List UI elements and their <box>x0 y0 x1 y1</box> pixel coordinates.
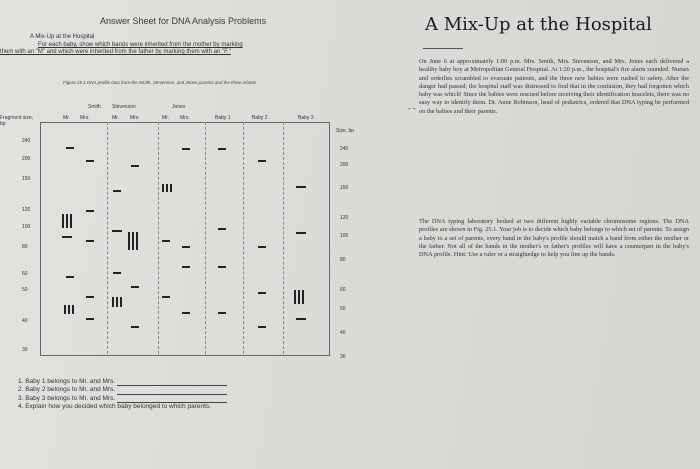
left-tick-label: 30 <box>22 347 28 353</box>
lane-header: Mrs. <box>130 115 140 121</box>
lane-divider <box>205 122 206 354</box>
gel-band <box>86 240 94 242</box>
answer-blank-3[interactable] <box>117 396 227 403</box>
lane-divider <box>243 122 244 354</box>
gel-band <box>218 228 226 230</box>
instruction-line-2 <box>0 49 231 55</box>
left-tick-label: 80 <box>22 244 28 250</box>
gel-band <box>218 312 226 314</box>
right-tick-label: 50 <box>340 306 346 312</box>
question-3 <box>18 395 227 403</box>
gel-band <box>66 147 74 149</box>
right-tick-label: 80 <box>340 257 346 263</box>
family-header-jones: Jones <box>172 104 186 110</box>
instruction-line-1 <box>38 42 243 48</box>
gel-band <box>62 214 72 228</box>
question-2 <box>18 386 227 394</box>
gel-band <box>258 292 266 294</box>
gel-band <box>182 246 190 248</box>
answer-blank-2[interactable] <box>117 388 227 395</box>
instruction-text-2: them with an "M" and which were inherited from the father by marking them with an "F." <box>0 49 231 55</box>
right-tick-label: 200 <box>340 162 349 168</box>
lane-header: Mrs. <box>180 115 190 121</box>
right-tick-label: 100 <box>340 233 349 239</box>
gel-band <box>62 236 72 238</box>
lane-header: Mr. <box>112 115 119 121</box>
gel-band <box>296 186 306 188</box>
answer-sheet-title: Answer Sheet for DNA Analysis Problems <box>100 16 267 26</box>
family-header-stevenson: Stevenson <box>112 104 136 110</box>
gel-band <box>258 326 266 328</box>
gel-band <box>128 232 138 250</box>
gel-band <box>218 148 226 150</box>
gel-frame <box>40 122 330 356</box>
left-tick-label: 60 <box>22 271 28 277</box>
left-tick-label: 50 <box>22 287 28 293</box>
lane-header: Mr. <box>162 115 169 121</box>
question-2-text: 2. Baby 2 belongs to Mr. and Mrs. <box>18 386 116 394</box>
right-tick-label: 150 <box>340 185 349 191</box>
gel-band <box>218 266 226 268</box>
left-axis-title: Fragment size, bp <box>0 115 34 127</box>
gel-band <box>162 184 172 192</box>
title-rule <box>423 48 463 49</box>
gel-band <box>162 240 170 242</box>
margin-mark: - - <box>408 104 416 113</box>
gel-band <box>296 232 306 234</box>
gel-band <box>112 230 122 232</box>
left-tick-label: 40 <box>22 318 28 324</box>
gel-band <box>131 326 139 328</box>
right-axis-title: Size, bp <box>336 128 355 134</box>
lane-header: Baby 2 <box>252 115 268 121</box>
story-title: A Mix-Up at the Hospital <box>425 14 652 35</box>
gel-band <box>182 148 190 150</box>
question-4: 4. Explain how you decided which baby belonged to which parents. <box>18 403 211 411</box>
question-1-text: 1. Baby 1 belongs to Mr. and Mrs. <box>18 378 116 385</box>
gel-band <box>131 286 139 288</box>
gel-band <box>64 305 74 314</box>
lane-header: Mrs. <box>80 115 90 121</box>
gel-band <box>86 296 94 298</box>
right-tick-label: 40 <box>340 330 346 336</box>
gel-band <box>86 318 94 320</box>
gel-band <box>182 312 190 314</box>
left-tick-label: 200 <box>22 156 31 162</box>
question-list <box>18 378 227 412</box>
answer-sheet-subtitle: A Mix-Up at the Hospital <box>30 34 95 40</box>
figure-caption: Figure 25.1 DNA profile data from the Smith, Stevenson, and Jones parents and the three infants. <box>63 80 258 85</box>
story-paragraph-1: On June 6 at approximately 1:00 p.m. Mrs. Smith, Mrs. Stevenson, and Mrs. Jones each delivered a healthy baby boy at Metropolitan General Hospital. At 1:20 p.m., the hospital's fire alarm sounded. Nurses and orderlies scrambled to evacuate patients, and the three new babies were rushed to safety. After the danger had passed, the hospital staff was distressed to find that in the confusion, they had forgotten which baby was which! Since the babies were rescued before receiving their identification bracelets, there was no easy way to identify them. Dr. Anne Robinson, head of pediatrics, ordered that DNA typing be performed on the babies and their parents. <box>419 58 689 115</box>
left-tick-label: 240 <box>22 138 31 144</box>
lane-header: Baby 3 <box>298 115 314 121</box>
gel-band <box>162 296 170 298</box>
question-3-text: 3. Baby 3 belongs to Mr. and Mrs. <box>18 394 116 402</box>
gel-band <box>258 246 266 248</box>
gel-band <box>86 160 94 162</box>
right-tick-label: 30 <box>340 354 346 360</box>
gel-band <box>66 276 74 278</box>
right-tick-label: 120 <box>340 215 349 221</box>
question-1 <box>18 378 227 386</box>
gel-band <box>113 272 121 274</box>
gel-band <box>112 297 122 307</box>
story-panel <box>405 0 700 469</box>
lane-header: Mr. <box>63 115 70 121</box>
gel-band <box>86 210 94 212</box>
right-tick-label: 240 <box>340 146 349 152</box>
gel-band <box>296 318 306 320</box>
family-header-smith: Smith <box>88 104 101 110</box>
left-tick-label: 120 <box>22 207 31 213</box>
left-tick-label: 100 <box>22 224 31 230</box>
left-tick-label: 150 <box>22 176 31 182</box>
instruction-text-1: For each baby, show which bands were inherited from the mother by marking <box>38 42 243 48</box>
gel-band <box>258 160 266 162</box>
answer-blank-1[interactable] <box>117 379 227 386</box>
lane-divider <box>158 122 159 354</box>
lane-header: Baby 1 <box>215 115 231 121</box>
right-tick-label: 60 <box>340 287 346 293</box>
gel-band <box>131 165 139 167</box>
story-paragraph-2: The DNA typing laboratory looked at two different highly variable chromosome regions. The DNA profiles are shown in Fig. 25.1. Your job is to decide which baby belongs to which set of parents. To assign a baby to a set of parents, every band in the baby's profile should match a band from either the mother or the father. Not all of the bands in the mother's or father's profiles will have a counterpart in the baby's DNA profile. Hint: Use a ruler or a straightedge to help you line up the bands. <box>419 218 689 259</box>
gel-band <box>113 190 121 192</box>
lane-divider <box>107 122 108 354</box>
gel-band <box>294 290 306 304</box>
gel-band <box>182 266 190 268</box>
lane-divider <box>283 122 284 354</box>
